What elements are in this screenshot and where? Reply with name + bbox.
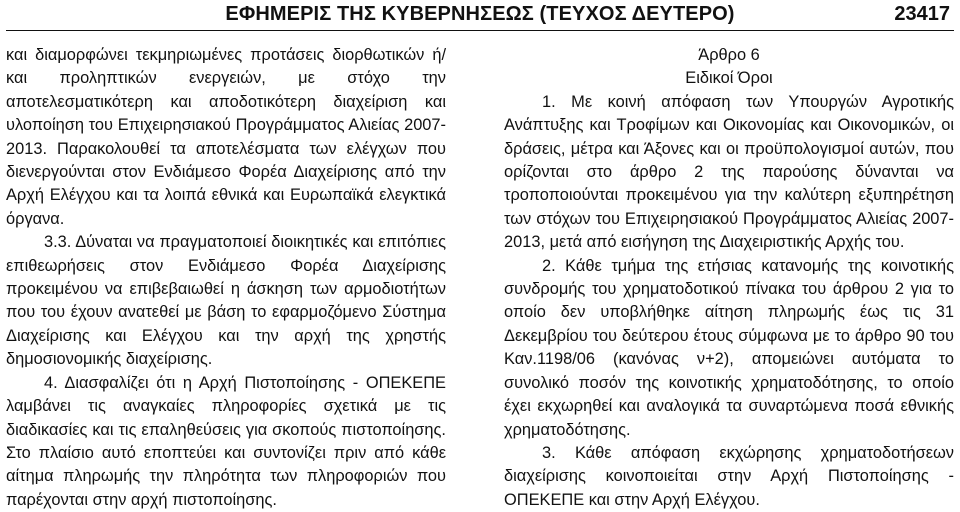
- article-subtitle: Ειδικοί Όροι: [685, 69, 773, 88]
- article-title: Άρθρο 6: [698, 46, 760, 64]
- gazette-title: ΕΦΗΜΕΡΙΣ ΤΗΣ ΚΥΒΕΡΝΗΣΕΩΣ (ΤΕΥΧΟΣ ΔΕΥΤΕΡΟ): [225, 3, 735, 25]
- paragraph: και διαμορφώνει τεκμηριωμένες προτάσεις διορθωτικών ή/και προληπτικών ενεργειών, με στόχο την αποτελεσματικότερη και αποδοτικότερη διαχείριση και υλοποίηση του Επιχειρησιακού Προγράμματος Αλιείας 2007-2013. Παρακολουθεί τα αποτελέσματα των ελέγχων που διενεργούνται στον Ενδιάμεσο Φορέα Διαχείρισης από την Αρχή Ελέγχου και τα λοιπά εθνικά και Ευρωπαϊκά ελεγκτικά όργανα.: [6, 46, 446, 228]
- paragraph: 2. Κάθε τμήμα της ετήσιας κατανομής της κοινοτικής συνδρομής του χρηματοδοτικού πίνακα του άρθρου 2 για το οποίο δεν υποβλήθηκε αίτηση πληρωμής έως τις 31 Δεκεμβρίου του δεύτερου έτους σύμφωνα με το άρθρο 90 του Καν.1198/06 (κανόνας ν+2), απομειώνει αυτόματα το συνολικό ποσόν της κοινοτικής χρηματοδότησης, το οποίο έχει εκχωρηθεί και αναλογικά τα συναρτώμενα ποσά εθνικής χρηματοδότησης.: [504, 256, 954, 439]
- paragraph: 4. Διασφαλίζει ότι η Αρχή Πιστοποίησης - ΟΠΕΚΕΠΕ λαμβάνει τις αναγκαίες πληροφορίες σχετικά με τις διαδικασίες και τις επαληθεύσεις για σκοπούς πιστοποίησης. Στο πλαίσιο αυτό εποπτεύει και συντονίζει πριν από κάθε αίτημα πληρωμής την πληρότητα των πληροφοριών που παρέχονται στην αρχή πιστοποίησης.: [6, 373, 446, 509]
- right-column: [504, 44, 954, 512]
- page-header: [0, 0, 960, 34]
- paragraph: 3.3. Δύναται να πραγματοποιεί διοικητικές και επιτόπιες επιθεωρήσεις στον Ενδιάμεσο Φορέα Διαχείρισης προκειμένου να επιβεβαιωθεί η άσκηση των αρμοδιοτήτων που του έχουν ανατεθεί με βάση το εφαρμοζόμενο Σύστημα Διαχείρισης και Ελέγχου και την αρχή της χρηστής δημοσιονομικής διαχείρισης.: [6, 233, 446, 369]
- header-rule: [6, 30, 954, 31]
- left-column: [6, 44, 446, 512]
- paragraph: 1. Με κοινή απόφαση των Υπουργών Αγροτικής Ανάπτυξης και Τροφίμων και Οικονομίας και Οικονομικών, οι δράσεις, μέτρα και Άξονες και οι προϋπολογισμοί αυτών, που ορίζονται στο άρθρο 2 της παρούσης δύνανται να τροποποιούνται προκειμένου για την καλύτερη εξυπηρέτηση των στόχων του Επιχειρησιακού Προγράμματος Αλιείας 2007-2013, μετά από εισήγηση της Διαχειριστικής Αρχής του.: [504, 92, 954, 252]
- paragraph: 3. Κάθε απόφαση εκχώρησης χρηματοδοτήσεων διαχείρισης κοινοποιείται στην Αρχή Πιστοποίησης - ΟΠΕΚΕΠΕ και στην Αρχή Ελέγχου.: [504, 443, 954, 509]
- page-number: 23417: [894, 3, 950, 25]
